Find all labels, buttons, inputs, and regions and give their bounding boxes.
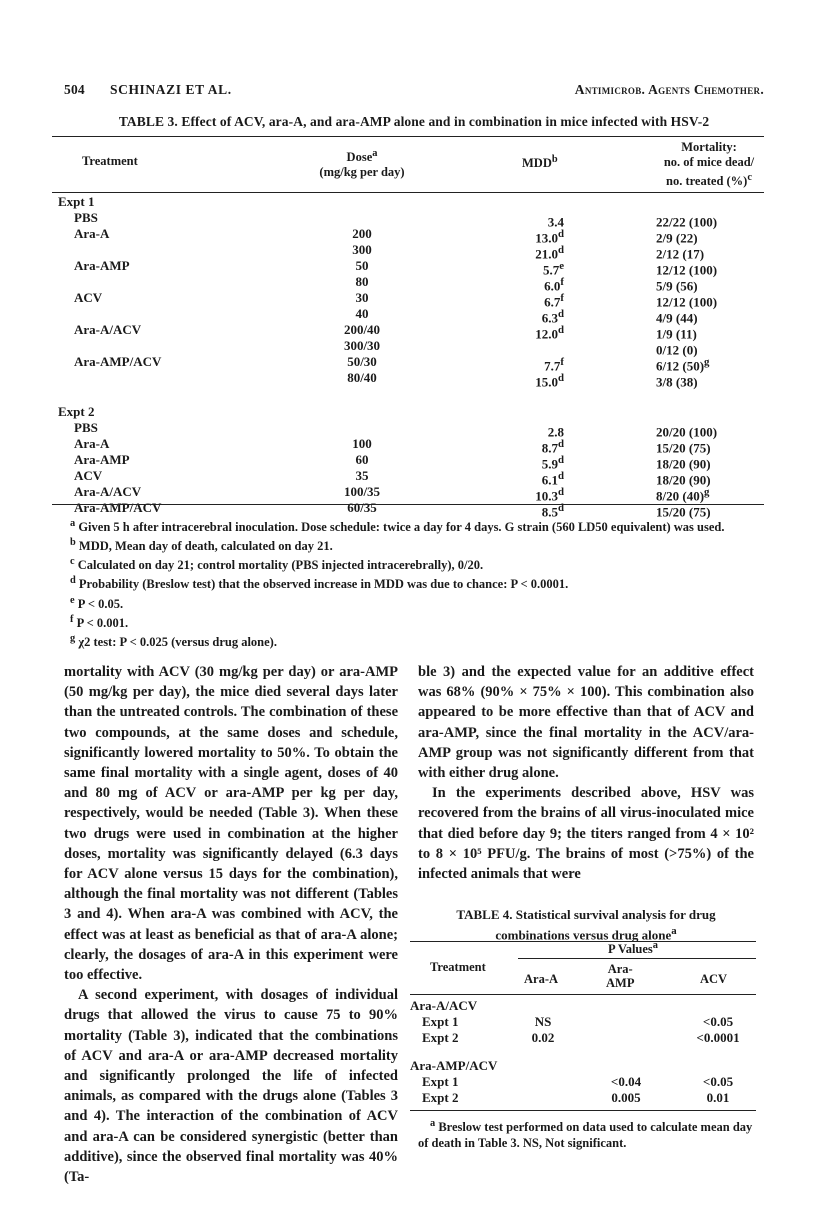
- body-paragraph: A second experiment, with dosages of individual drugs that allowed the virus to cause 75 to 90% mortality (Table 3), indicated that the combinations of ACV and ara-A or ara-AMP decreased mortality and significantly prolonged the life of infected animals, as compared with the drugs alone (Tables 3 and 4). The interaction of the combination of ACV and ara-A can be considered synergistic (better than additive), since the observed final mortality was 40% (Ta-: [64, 987, 398, 1186]
- footnote-mark: d: [70, 575, 76, 587]
- cell-mdd: 8.5$^d$: [541, 502, 564, 520]
- table3-group-label: Expt 1: [58, 194, 95, 209]
- cell-mdd: 13.0$^d$: [535, 228, 564, 246]
- table4-header-pvalues: P Values$^a$: [607, 940, 658, 957]
- table-row: [52, 484, 764, 504]
- table3-expt2-rows: [52, 420, 764, 520]
- footnote-text: P < 0.05.: [74, 596, 124, 611]
- table3-footnote: [70, 631, 760, 650]
- table-row: [52, 226, 764, 246]
- table3-footnote: [70, 573, 760, 592]
- footnote-text: Probability (Breslow test) that the observed increase in MDD was due to chance: P < 0.0001.: [75, 577, 569, 592]
- cell-dose: 100: [352, 436, 372, 451]
- body-paragraph: ble 3) and the expected value for an additive effect was 68% (90% × 75% × 100). This combination also appeared to be more effective than that of ACV and ara-AMP, since the final mortality in the ACV/ara-AMP group was not significantly different from that with either drug alone.: [418, 664, 754, 782]
- cell-acv: 0.01: [706, 1090, 730, 1105]
- table4-header-rule: [410, 994, 756, 995]
- table-row: [52, 258, 764, 278]
- cell-mdd: 5.9$^d$: [541, 454, 564, 472]
- cell-mdd: 3.4: [547, 214, 564, 230]
- table-row: [52, 322, 764, 342]
- cell-treatment: Ara-A/ACV: [410, 998, 478, 1013]
- table-row: [52, 370, 764, 390]
- table4-subheader-rule: [518, 958, 756, 959]
- cell-expt: Expt 2: [422, 1030, 459, 1045]
- cell-mortality: 22/22 (100): [656, 214, 718, 230]
- cell-treatment: Ara-A: [74, 436, 110, 451]
- cell-ara-a: NS: [534, 1014, 552, 1029]
- cell-acv: <0.0001: [696, 1030, 740, 1045]
- footnote-text: χ2 test: P < 0.025 (versus drug alone).: [75, 635, 277, 650]
- cell-treatment: Ara-AMP: [74, 258, 130, 273]
- table3-footnote: [70, 554, 760, 573]
- cell-acv: <0.05: [702, 1074, 734, 1089]
- table3-header: [52, 140, 764, 190]
- cell-mortality: 18/20 (90): [656, 472, 711, 488]
- cell-treatment: Ara-A/ACV: [74, 484, 142, 499]
- cell-mdd: 6.7$^f$: [544, 292, 564, 310]
- cell-mdd: 12.0$^d$: [535, 324, 564, 342]
- cell-mortality: 6/12 $(50)^g$: [656, 356, 710, 374]
- cell-dose: 30: [355, 290, 369, 305]
- cell-treatment: Ara-A: [74, 226, 110, 241]
- table-row: [52, 436, 764, 456]
- table-row: [52, 338, 764, 358]
- table3-header-rule: [52, 192, 764, 193]
- table3-footnote: [70, 593, 760, 612]
- table4-body: [410, 998, 756, 1106]
- footnote-text: Given 5 h after intracerebral inoculation. Dose schedule: twice a day for 4 days. G strain (560 LD50 equivalent) was used.: [75, 520, 725, 535]
- table-row: [410, 1014, 756, 1030]
- table3-expt1-rows: [52, 210, 764, 390]
- cell-expt: Expt 1: [422, 1074, 459, 1089]
- table-row: [52, 306, 764, 326]
- cell-mortality: 15/20 (75): [656, 504, 711, 520]
- cell-treatment: Ara-AMP/ACV: [74, 354, 162, 369]
- cell-ara-amp: <0.04: [610, 1074, 642, 1089]
- table4-footnote: $^a$ Breslow test performed on data used to calculate mean day of death in Table 3. NS, Not significant.: [418, 1118, 753, 1151]
- running-head-authors: SCHINAZI ET AL.: [110, 82, 232, 97]
- footnote-mark: c: [70, 556, 75, 568]
- running-head-journal: Antimicrob. Agents Chemother.: [574, 82, 764, 97]
- cell-mdd: 5.7e: [542, 260, 564, 278]
- cell-treatment: ACV: [74, 290, 103, 305]
- cell-mdd: 8.7$^d$: [541, 438, 564, 456]
- cell-mortality: 0/12 (0): [656, 342, 698, 358]
- cell-ara-amp: 0.005: [611, 1090, 641, 1105]
- cell-mortality: 3/8 (38): [656, 374, 698, 390]
- body-column-right: [418, 662, 754, 884]
- table4-group-gap: [410, 1046, 756, 1058]
- table4-header: [410, 942, 756, 994]
- table-row: [52, 290, 764, 310]
- footnote-mark: f: [70, 613, 74, 625]
- cell-treatment: PBS: [74, 420, 98, 435]
- table-row: [410, 1030, 756, 1046]
- table3-footnotes: [70, 516, 760, 650]
- cell-mortality: 20/20 (100): [656, 424, 718, 440]
- cell-mdd: 2.8: [547, 424, 564, 440]
- footnote-text: P < 0.001.: [73, 615, 129, 630]
- footnote-mark: a: [70, 518, 76, 529]
- cell-expt: Expt 2: [422, 1090, 459, 1105]
- cell-dose: 80/40: [347, 370, 377, 385]
- cell-mortality: 18/20 (90): [656, 456, 711, 472]
- cell-mortality: 2/12 (17): [656, 246, 705, 262]
- cell-mdd: 21.0$^d$: [535, 244, 564, 262]
- table3-footnote: [70, 535, 760, 554]
- footnote-mark: g: [70, 632, 76, 644]
- cell-treatment: Ara-AMP: [74, 452, 130, 467]
- cell-treatment: Ara-A/ACV: [74, 322, 142, 337]
- table3-group-label: Expt 2: [58, 404, 95, 419]
- page-number: 504: [64, 82, 85, 97]
- cell-treatment: ACV: [74, 468, 103, 483]
- footnote-text: Calculated on day 21; control mortality (PBS injected intracerebrally), 0/20.: [74, 558, 484, 573]
- table-row: [52, 500, 764, 520]
- cell-dose: 40: [355, 306, 369, 321]
- table-row: [52, 210, 764, 230]
- cell-mortality: 12/12 (100): [656, 294, 718, 310]
- cell-dose: 50: [355, 258, 369, 273]
- cell-mdd: 7.7$^f$: [544, 356, 564, 374]
- cell-mdd: 6.3$^d$: [541, 308, 564, 326]
- cell-expt: Expt 1: [422, 1014, 459, 1029]
- table4-header-treatment: Treatment: [430, 960, 486, 974]
- table4-group-label: [410, 998, 756, 1014]
- table4-header-ara-a: Ara-A: [524, 972, 559, 986]
- cell-dose: 35: [355, 468, 369, 483]
- cell-mortality: 2/9 (22): [656, 230, 698, 246]
- table3-header-mdd: MDD$^b$: [522, 154, 558, 171]
- cell-treatment: PBS: [74, 210, 98, 225]
- cell-mdd: 15.0$^d$: [535, 372, 564, 390]
- cell-dose: 60/35: [347, 500, 377, 515]
- cell-dose: 80: [355, 274, 369, 289]
- cell-mortality: 12/12 (100): [656, 262, 718, 278]
- table3-body: [52, 194, 764, 520]
- table3-title: TABLE 3. Effect of ACV, ara-A, and ara-AMP alone and in combination in mice infected with HSV-2: [118, 114, 710, 129]
- cell-acv: <0.05: [702, 1014, 734, 1029]
- cell-mortality: 8/20 $(40)^g$: [656, 486, 710, 504]
- cell-treatment: Ara-AMP/ACV: [410, 1058, 498, 1073]
- table4-title: TABLE 4. Statistical survival analysis for drug combinations versus drug alone$^a$: [456, 907, 716, 943]
- table3-bottom-rule: [52, 504, 764, 505]
- cell-treatment: Ara-AMP/ACV: [74, 500, 162, 515]
- cell-dose: 200: [352, 226, 372, 241]
- body-paragraph: In the experiments described above, HSV was recovered from the brains of all virus-inoculated mice that died before day 9; the titers ranged from 4 × 10² to 8 × 10⁵ PFU/g. The brains of most (>75%) of the infected animals that were: [418, 785, 754, 883]
- footnote-text: MDD, Mean day of death, calculated on day 21.: [75, 539, 333, 554]
- cell-mortality: 5/9 (56): [656, 278, 698, 294]
- table3-top-rule: [52, 136, 764, 137]
- table3-header-dose: Dose$^a$ (mg/kg per day): [319, 148, 405, 180]
- cell-dose: 300/30: [343, 338, 381, 353]
- table-row: [410, 1074, 756, 1090]
- table-row: [410, 1090, 756, 1106]
- cell-dose: 200/40: [343, 322, 381, 337]
- cell-dose: 100/35: [343, 484, 381, 499]
- table-row: [52, 420, 764, 440]
- table-row: [52, 242, 764, 262]
- table-row: [52, 452, 764, 472]
- table3-footnote: [70, 516, 760, 535]
- footnote-mark: e: [70, 594, 75, 606]
- cell-mortality: 1/9 (11): [656, 326, 697, 342]
- cell-mdd: 6.1$^d$: [541, 470, 564, 488]
- footnote-mark: b: [70, 537, 76, 549]
- cell-dose: 300: [352, 242, 372, 257]
- body-paragraph: mortality with ACV (30 mg/kg per day) or ara-AMP (50 mg/kg per day), the mice died several days later than the untreated controls. The combination of these two compounds, at the same doses and schedule, significantly lowered mortality to 50%. To obtain the same final mortality with a single agent, doses of 40 and 80 mg of ACV or ara-AMP per kg per day, respectively, would be needed (Table 3). When these two drugs were used in combination at the higher doses, mortality was significantly delayed (6.3 days for ACV alone versus 15 days for the combination), although the final mortality was not different (Tables 3 and 4). When ara-A was combined with ACV, the effect was at least as beneficial as that of ara-A alone; clearly, the dosages of ara-A in this experiment were too effective.: [64, 664, 398, 984]
- cell-dose: 50/30: [347, 354, 377, 369]
- cell-mortality: 4/9 (44): [656, 310, 698, 326]
- table4-header-acv: ACV: [700, 972, 728, 986]
- cell-mdd: 6.0$^f$: [544, 276, 564, 294]
- running-head: [64, 82, 764, 102]
- body-column-left: [64, 662, 398, 1187]
- cell-mdd: 10.3$^d$: [535, 486, 564, 504]
- table-row: [52, 468, 764, 488]
- cell-dose: 60: [355, 452, 369, 467]
- cell-ara-a: 0.02: [531, 1030, 555, 1045]
- table-row: [52, 274, 764, 294]
- cell-mortality: 15/20 (75): [656, 440, 711, 456]
- table3-footnote: [70, 612, 760, 631]
- table4-bottom-rule: [410, 1110, 756, 1111]
- table3-header-treatment: Treatment: [82, 154, 138, 168]
- table3-header-mortality: Mortality: no. of mice dead/ no. treated (%)$^c$: [663, 140, 755, 189]
- table-row: [52, 354, 764, 374]
- table4-header-ara-amp: Ara- AMP: [606, 962, 635, 990]
- table4-group-label: [410, 1058, 756, 1074]
